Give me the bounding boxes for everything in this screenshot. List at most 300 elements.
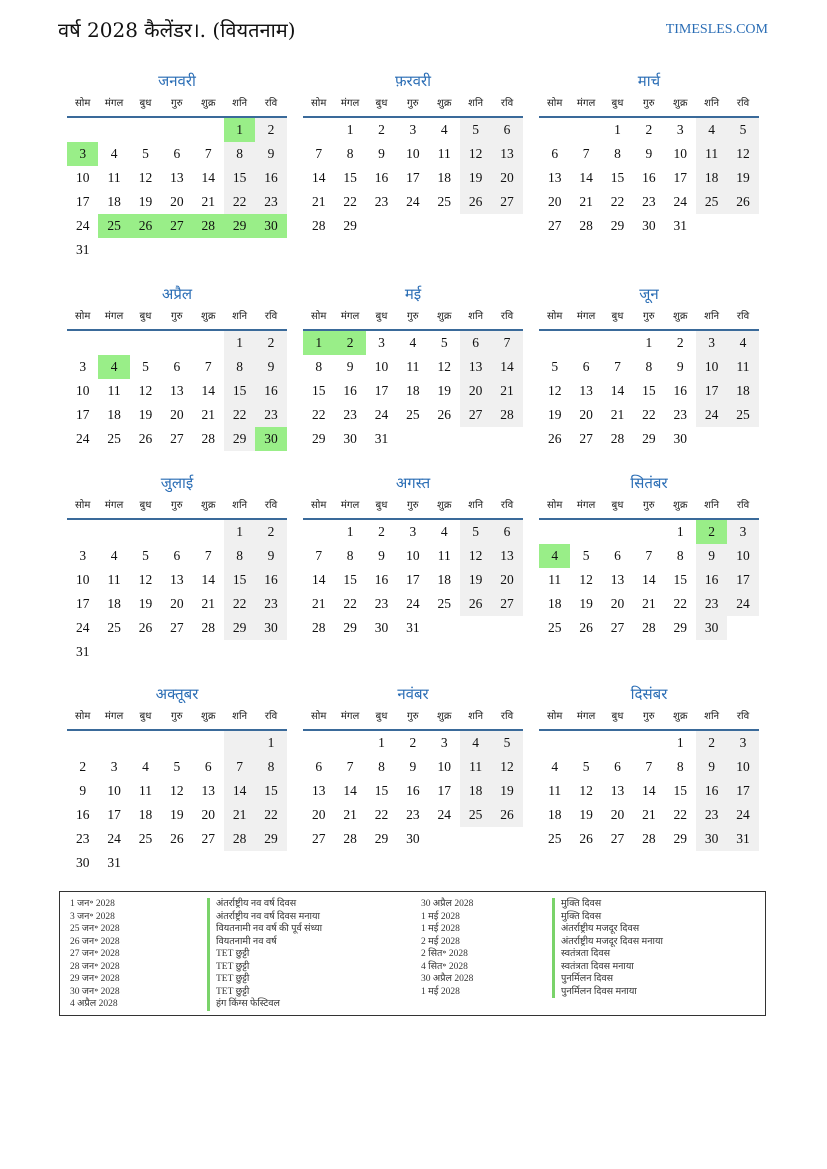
day-cell[interactable]: 11 xyxy=(548,572,562,587)
day-cell[interactable]: 13 xyxy=(610,572,625,587)
day-cell[interactable]: 22 xyxy=(224,403,255,427)
day-cell[interactable]: 21 xyxy=(311,596,326,611)
day-cell[interactable]: 30 xyxy=(696,827,727,851)
day-cell[interactable]: 18 xyxy=(547,807,562,822)
day-cell[interactable]: 18 xyxy=(437,170,451,185)
day-cell[interactable]: 16 xyxy=(696,568,727,592)
day-cell[interactable]: 28 xyxy=(201,431,215,446)
day-cell[interactable]: 4 xyxy=(98,355,129,379)
day-cell[interactable]: 23 xyxy=(255,190,286,214)
day-cell[interactable]: 26 xyxy=(460,190,491,214)
day-cell[interactable]: 29 xyxy=(673,620,687,635)
day-cell[interactable]: 25 xyxy=(437,194,451,209)
day-cell[interactable]: 18 xyxy=(406,383,420,398)
day-cell[interactable]: 21 xyxy=(224,803,255,827)
day-cell[interactable]: 24 xyxy=(107,831,121,846)
day-cell[interactable]: 30 xyxy=(255,214,286,238)
day-cell[interactable]: 1 xyxy=(224,118,255,142)
day-cell[interactable]: 3 xyxy=(727,520,758,544)
day-cell[interactable]: 2 xyxy=(79,759,87,774)
day-cell[interactable]: 19 xyxy=(460,568,491,592)
day-cell[interactable]: 7 xyxy=(346,759,354,774)
day-cell[interactable]: 17 xyxy=(727,568,758,592)
day-cell[interactable]: 1 xyxy=(676,735,684,750)
day-cell[interactable]: 29 xyxy=(343,218,357,233)
day-cell[interactable]: 28 xyxy=(642,620,656,635)
day-cell[interactable]: 11 xyxy=(107,170,121,185)
day-cell[interactable]: 7 xyxy=(614,359,621,374)
day-cell[interactable]: 10 xyxy=(406,548,420,563)
day-cell[interactable]: 15 xyxy=(374,783,389,798)
day-cell[interactable]: 17 xyxy=(406,170,420,185)
day-cell[interactable]: 19 xyxy=(491,779,522,803)
day-cell[interactable]: 7 xyxy=(645,759,653,774)
day-cell[interactable]: 29 xyxy=(374,831,389,846)
day-cell[interactable]: 4 xyxy=(409,335,417,350)
day-cell[interactable]: 19 xyxy=(138,194,153,209)
day-cell[interactable]: 3 xyxy=(378,335,385,350)
day-cell[interactable]: 6 xyxy=(315,759,323,774)
day-cell[interactable]: 11 xyxy=(460,755,491,779)
day-cell[interactable]: 12 xyxy=(460,544,491,568)
day-cell[interactable]: 9 xyxy=(79,783,87,798)
day-cell[interactable]: 31 xyxy=(107,855,121,870)
day-cell[interactable]: 26 xyxy=(579,620,593,635)
day-cell[interactable]: 11 xyxy=(107,383,121,398)
day-cell[interactable]: 23 xyxy=(642,194,656,209)
day-cell[interactable]: 28 xyxy=(343,831,357,846)
day-cell[interactable]: 26 xyxy=(727,190,758,214)
day-cell[interactable]: 13 xyxy=(547,170,562,185)
site-link[interactable]: TIMESLES.COM xyxy=(665,22,768,37)
day-cell[interactable]: 14 xyxy=(343,783,357,798)
day-cell[interactable]: 17 xyxy=(406,572,420,587)
day-cell[interactable]: 7 xyxy=(315,146,323,161)
day-cell[interactable]: 9 xyxy=(696,755,727,779)
day-cell[interactable]: 10 xyxy=(75,170,90,185)
day-cell[interactable]: 27 xyxy=(610,831,625,846)
day-cell[interactable]: 11 xyxy=(548,783,562,798)
day-cell[interactable]: 28 xyxy=(311,218,326,233)
day-cell[interactable]: 8 xyxy=(315,359,323,374)
day-cell[interactable]: 10 xyxy=(107,783,121,798)
day-cell[interactable]: 7 xyxy=(204,359,212,374)
day-cell[interactable]: 21 xyxy=(610,407,625,422)
day-cell[interactable]: 9 xyxy=(346,359,354,374)
day-cell[interactable]: 15 xyxy=(343,170,357,185)
day-cell[interactable]: 28 xyxy=(610,431,625,446)
day-cell[interactable]: 16 xyxy=(696,779,727,803)
day-cell[interactable]: 6 xyxy=(173,146,181,161)
day-cell[interactable]: 25 xyxy=(107,431,121,446)
day-cell[interactable]: 28 xyxy=(491,403,522,427)
day-cell[interactable]: 10 xyxy=(727,755,758,779)
day-cell[interactable]: 17 xyxy=(696,379,727,403)
day-cell[interactable]: 23 xyxy=(343,407,357,422)
day-cell[interactable]: 18 xyxy=(727,379,758,403)
day-cell[interactable]: 30 xyxy=(374,620,389,635)
day-cell[interactable]: 12 xyxy=(727,142,758,166)
day-cell[interactable]: 22 xyxy=(673,807,687,822)
day-cell[interactable]: 14 xyxy=(224,779,255,803)
day-cell[interactable]: 18 xyxy=(547,596,562,611)
day-cell[interactable]: 29 xyxy=(642,431,656,446)
day-cell[interactable]: 4 xyxy=(440,524,448,539)
day-cell[interactable]: 12 xyxy=(547,383,562,398)
day-cell[interactable]: 31 xyxy=(673,218,687,233)
day-cell[interactable]: 30 xyxy=(642,218,656,233)
day-cell[interactable]: 25 xyxy=(406,407,420,422)
day-cell[interactable]: 10 xyxy=(673,146,687,161)
day-cell[interactable]: 5 xyxy=(173,759,181,774)
day-cell[interactable]: 14 xyxy=(610,383,625,398)
day-cell[interactable]: 21 xyxy=(642,807,656,822)
day-cell[interactable]: 23 xyxy=(255,592,286,616)
day-cell[interactable]: 4 xyxy=(539,544,570,568)
day-cell[interactable]: 13 xyxy=(460,355,491,379)
day-cell[interactable]: 8 xyxy=(614,146,621,161)
day-cell[interactable]: 20 xyxy=(610,596,625,611)
day-cell[interactable]: 11 xyxy=(107,572,121,587)
day-cell[interactable]: 6 xyxy=(551,146,559,161)
day-cell[interactable]: 6 xyxy=(491,118,522,142)
day-cell[interactable]: 3 xyxy=(79,548,87,563)
day-cell[interactable]: 26 xyxy=(460,592,491,616)
day-cell[interactable]: 19 xyxy=(579,807,593,822)
day-cell[interactable]: 23 xyxy=(406,807,420,822)
day-cell[interactable]: 17 xyxy=(75,194,90,209)
day-cell[interactable]: 27 xyxy=(161,214,192,238)
day-cell[interactable]: 2 xyxy=(255,118,286,142)
day-cell[interactable]: 25 xyxy=(437,596,451,611)
day-cell[interactable]: 26 xyxy=(138,620,153,635)
day-cell[interactable]: 11 xyxy=(696,142,727,166)
day-cell[interactable]: 1 xyxy=(645,335,653,350)
day-cell[interactable]: 31 xyxy=(75,644,90,659)
day-cell[interactable]: 15 xyxy=(255,779,286,803)
day-cell[interactable]: 11 xyxy=(406,359,420,374)
day-cell[interactable]: 4 xyxy=(696,118,727,142)
day-cell[interactable]: 31 xyxy=(727,827,758,851)
day-cell[interactable]: 17 xyxy=(374,383,389,398)
day-cell[interactable]: 21 xyxy=(201,194,215,209)
day-cell[interactable]: 26 xyxy=(170,831,184,846)
day-cell[interactable]: 19 xyxy=(579,596,593,611)
day-cell[interactable]: 23 xyxy=(75,831,90,846)
day-cell[interactable]: 13 xyxy=(579,383,593,398)
day-cell[interactable]: 10 xyxy=(75,383,90,398)
day-cell[interactable]: 9 xyxy=(676,359,684,374)
day-cell[interactable]: 14 xyxy=(491,355,522,379)
day-cell[interactable]: 21 xyxy=(491,379,522,403)
day-cell[interactable]: 13 xyxy=(311,783,326,798)
day-cell[interactable]: 18 xyxy=(107,407,121,422)
day-cell[interactable]: 3 xyxy=(676,122,684,137)
day-cell[interactable]: 12 xyxy=(170,783,184,798)
day-cell[interactable]: 20 xyxy=(170,596,184,611)
day-cell[interactable]: 16 xyxy=(75,807,90,822)
day-cell[interactable]: 20 xyxy=(170,407,184,422)
day-cell[interactable]: 8 xyxy=(224,355,255,379)
day-cell[interactable]: 2 xyxy=(409,735,417,750)
day-cell[interactable]: 18 xyxy=(107,194,121,209)
day-cell[interactable]: 15 xyxy=(642,383,656,398)
day-cell[interactable]: 3 xyxy=(79,359,87,374)
day-cell[interactable]: 14 xyxy=(642,572,656,587)
day-cell[interactable]: 26 xyxy=(437,407,451,422)
day-cell[interactable]: 9 xyxy=(255,544,286,568)
day-cell[interactable]: 28 xyxy=(311,620,326,635)
day-cell[interactable]: 5 xyxy=(727,118,758,142)
day-cell[interactable]: 27 xyxy=(579,431,593,446)
day-cell[interactable]: 20 xyxy=(311,807,326,822)
day-cell[interactable]: 8 xyxy=(224,142,255,166)
day-cell[interactable]: 20 xyxy=(491,568,522,592)
day-cell[interactable]: 20 xyxy=(579,407,593,422)
day-cell[interactable]: 4 xyxy=(440,122,448,137)
day-cell[interactable]: 21 xyxy=(201,596,215,611)
day-cell[interactable]: 26 xyxy=(138,431,153,446)
day-cell[interactable]: 22 xyxy=(642,407,656,422)
day-cell[interactable]: 18 xyxy=(107,596,121,611)
day-cell[interactable]: 14 xyxy=(201,383,215,398)
day-cell[interactable]: 24 xyxy=(75,431,90,446)
day-cell[interactable]: 29 xyxy=(224,616,255,640)
day-cell[interactable]: 30 xyxy=(696,616,727,640)
day-cell[interactable]: 11 xyxy=(437,146,451,161)
day-cell[interactable]: 26 xyxy=(130,214,161,238)
day-cell[interactable]: 29 xyxy=(224,427,255,451)
day-cell[interactable]: 26 xyxy=(579,831,593,846)
day-cell[interactable]: 10 xyxy=(75,572,90,587)
day-cell[interactable]: 29 xyxy=(311,431,326,446)
day-cell[interactable]: 14 xyxy=(579,170,593,185)
day-cell[interactable]: 26 xyxy=(547,431,562,446)
day-cell[interactable]: 15 xyxy=(311,383,326,398)
day-cell[interactable]: 5 xyxy=(460,520,491,544)
day-cell[interactable]: 3 xyxy=(727,731,758,755)
day-cell[interactable]: 29 xyxy=(673,831,687,846)
day-cell[interactable]: 6 xyxy=(614,759,621,774)
day-cell[interactable]: 12 xyxy=(579,783,593,798)
day-cell[interactable]: 1 xyxy=(676,524,684,539)
day-cell[interactable]: 25 xyxy=(107,620,121,635)
day-cell[interactable]: 3 xyxy=(67,142,98,166)
day-cell[interactable]: 19 xyxy=(460,166,491,190)
day-cell[interactable]: 16 xyxy=(374,572,389,587)
day-cell[interactable]: 12 xyxy=(437,359,451,374)
day-cell[interactable]: 14 xyxy=(642,783,656,798)
day-cell[interactable]: 27 xyxy=(460,403,491,427)
day-cell[interactable]: 24 xyxy=(727,592,758,616)
day-cell[interactable]: 11 xyxy=(138,783,152,798)
day-cell[interactable]: 2 xyxy=(696,520,727,544)
day-cell[interactable]: 1 xyxy=(224,520,255,544)
day-cell[interactable]: 7 xyxy=(582,146,590,161)
day-cell[interactable]: 9 xyxy=(696,544,727,568)
day-cell[interactable]: 7 xyxy=(315,548,323,563)
day-cell[interactable]: 13 xyxy=(610,783,625,798)
day-cell[interactable]: 16 xyxy=(255,166,286,190)
day-cell[interactable]: 12 xyxy=(579,572,593,587)
day-cell[interactable]: 18 xyxy=(696,166,727,190)
day-cell[interactable]: 8 xyxy=(676,759,684,774)
day-cell[interactable]: 2 xyxy=(255,331,286,355)
day-cell[interactable]: 29 xyxy=(255,827,286,851)
day-cell[interactable]: 13 xyxy=(491,544,522,568)
day-cell[interactable]: 5 xyxy=(460,118,491,142)
day-cell[interactable]: 12 xyxy=(138,383,153,398)
day-cell[interactable]: 27 xyxy=(610,620,625,635)
day-cell[interactable]: 29 xyxy=(343,620,357,635)
day-cell[interactable]: 3 xyxy=(409,122,417,137)
day-cell[interactable]: 20 xyxy=(460,379,491,403)
day-cell[interactable]: 1 xyxy=(378,735,385,750)
day-cell[interactable]: 12 xyxy=(138,170,153,185)
day-cell[interactable]: 24 xyxy=(696,403,727,427)
day-cell[interactable]: 24 xyxy=(406,194,420,209)
day-cell[interactable]: 1 xyxy=(614,122,621,137)
day-cell[interactable]: 12 xyxy=(491,755,522,779)
day-cell[interactable]: 25 xyxy=(98,214,129,238)
day-cell[interactable]: 25 xyxy=(460,803,491,827)
day-cell[interactable]: 26 xyxy=(491,803,522,827)
day-cell[interactable]: 23 xyxy=(696,592,727,616)
day-cell[interactable]: 24 xyxy=(437,807,451,822)
day-cell[interactable]: 6 xyxy=(173,548,181,563)
day-cell[interactable]: 11 xyxy=(437,548,451,563)
day-cell[interactable]: 30 xyxy=(75,855,90,870)
day-cell[interactable]: 12 xyxy=(138,572,153,587)
day-cell[interactable]: 24 xyxy=(75,620,90,635)
day-cell[interactable]: 21 xyxy=(311,194,326,209)
day-cell[interactable]: 31 xyxy=(374,431,389,446)
day-cell[interactable]: 20 xyxy=(201,807,215,822)
day-cell[interactable]: 3 xyxy=(440,735,448,750)
day-cell[interactable]: 24 xyxy=(75,218,90,233)
day-cell[interactable]: 3 xyxy=(696,331,727,355)
day-cell[interactable]: 18 xyxy=(437,572,451,587)
day-cell[interactable]: 9 xyxy=(409,759,417,774)
day-cell[interactable]: 20 xyxy=(547,194,562,209)
day-cell[interactable]: 19 xyxy=(170,807,184,822)
day-cell[interactable]: 15 xyxy=(224,379,255,403)
day-cell[interactable]: 5 xyxy=(440,335,448,350)
day-cell[interactable]: 10 xyxy=(374,359,389,374)
day-cell[interactable]: 25 xyxy=(727,403,758,427)
day-cell[interactable]: 25 xyxy=(696,190,727,214)
day-cell[interactable]: 5 xyxy=(142,359,149,374)
day-cell[interactable]: 22 xyxy=(255,803,286,827)
day-cell[interactable]: 16 xyxy=(642,170,656,185)
day-cell[interactable]: 14 xyxy=(201,170,215,185)
day-cell[interactable]: 9 xyxy=(255,355,286,379)
day-cell[interactable]: 31 xyxy=(75,242,90,257)
day-cell[interactable]: 15 xyxy=(343,572,357,587)
day-cell[interactable]: 31 xyxy=(406,620,420,635)
day-cell[interactable]: 1 xyxy=(255,731,286,755)
day-cell[interactable]: 17 xyxy=(673,170,687,185)
day-cell[interactable]: 4 xyxy=(110,548,118,563)
day-cell[interactable]: 24 xyxy=(406,596,420,611)
day-cell[interactable]: 24 xyxy=(727,803,758,827)
day-cell[interactable]: 20 xyxy=(170,194,184,209)
day-cell[interactable]: 17 xyxy=(437,783,451,798)
day-cell[interactable]: 19 xyxy=(727,166,758,190)
day-cell[interactable]: 23 xyxy=(255,403,286,427)
day-cell[interactable]: 6 xyxy=(173,359,181,374)
day-cell[interactable]: 14 xyxy=(311,572,326,587)
day-cell[interactable]: 1 xyxy=(346,122,354,137)
day-cell[interactable]: 27 xyxy=(547,218,562,233)
day-cell[interactable]: 30 xyxy=(343,431,357,446)
day-cell[interactable]: 22 xyxy=(374,807,389,822)
day-cell[interactable]: 20 xyxy=(491,166,522,190)
day-cell[interactable]: 18 xyxy=(460,779,491,803)
day-cell[interactable]: 22 xyxy=(610,194,625,209)
day-cell[interactable]: 23 xyxy=(696,803,727,827)
day-cell[interactable]: 25 xyxy=(547,620,562,635)
day-cell[interactable]: 17 xyxy=(727,779,758,803)
day-cell[interactable]: 1 xyxy=(303,331,334,355)
day-cell[interactable]: 6 xyxy=(491,520,522,544)
day-cell[interactable]: 6 xyxy=(460,331,491,355)
day-cell[interactable]: 22 xyxy=(673,596,687,611)
day-cell[interactable]: 8 xyxy=(346,548,354,563)
day-cell[interactable]: 10 xyxy=(727,544,758,568)
day-cell[interactable]: 21 xyxy=(579,194,593,209)
day-cell[interactable]: 13 xyxy=(491,142,522,166)
day-cell[interactable]: 5 xyxy=(582,548,590,563)
day-cell[interactable]: 27 xyxy=(491,592,522,616)
day-cell[interactable]: 23 xyxy=(374,596,389,611)
day-cell[interactable]: 22 xyxy=(224,190,255,214)
day-cell[interactable]: 2 xyxy=(334,331,365,355)
day-cell[interactable]: 15 xyxy=(610,170,625,185)
day-cell[interactable]: 27 xyxy=(201,831,215,846)
day-cell[interactable]: 11 xyxy=(727,355,758,379)
day-cell[interactable]: 10 xyxy=(406,146,420,161)
day-cell[interactable]: 21 xyxy=(343,807,357,822)
day-cell[interactable]: 2 xyxy=(696,731,727,755)
day-cell[interactable]: 13 xyxy=(170,170,184,185)
day-cell[interactable]: 4 xyxy=(551,759,559,774)
day-cell[interactable]: 27 xyxy=(491,190,522,214)
day-cell[interactable]: 2 xyxy=(645,122,653,137)
day-cell[interactable]: 27 xyxy=(311,831,326,846)
day-cell[interactable]: 15 xyxy=(673,572,687,587)
day-cell[interactable]: 8 xyxy=(676,548,684,563)
day-cell[interactable]: 14 xyxy=(311,170,326,185)
day-cell[interactable]: 13 xyxy=(201,783,215,798)
day-cell[interactable]: 23 xyxy=(673,407,687,422)
day-cell[interactable]: 2 xyxy=(255,520,286,544)
day-cell[interactable]: 25 xyxy=(547,831,562,846)
day-cell[interactable]: 5 xyxy=(582,759,590,774)
day-cell[interactable]: 6 xyxy=(204,759,212,774)
day-cell[interactable]: 15 xyxy=(673,783,687,798)
day-cell[interactable]: 1 xyxy=(346,524,354,539)
day-cell[interactable]: 30 xyxy=(255,616,286,640)
day-cell[interactable]: 16 xyxy=(374,170,389,185)
day-cell[interactable]: 28 xyxy=(224,827,255,851)
day-cell[interactable]: 30 xyxy=(673,431,687,446)
day-cell[interactable]: 2 xyxy=(378,524,385,539)
day-cell[interactable]: 7 xyxy=(224,755,255,779)
day-cell[interactable]: 17 xyxy=(107,807,121,822)
day-cell[interactable]: 8 xyxy=(346,146,354,161)
day-cell[interactable]: 17 xyxy=(75,407,90,422)
